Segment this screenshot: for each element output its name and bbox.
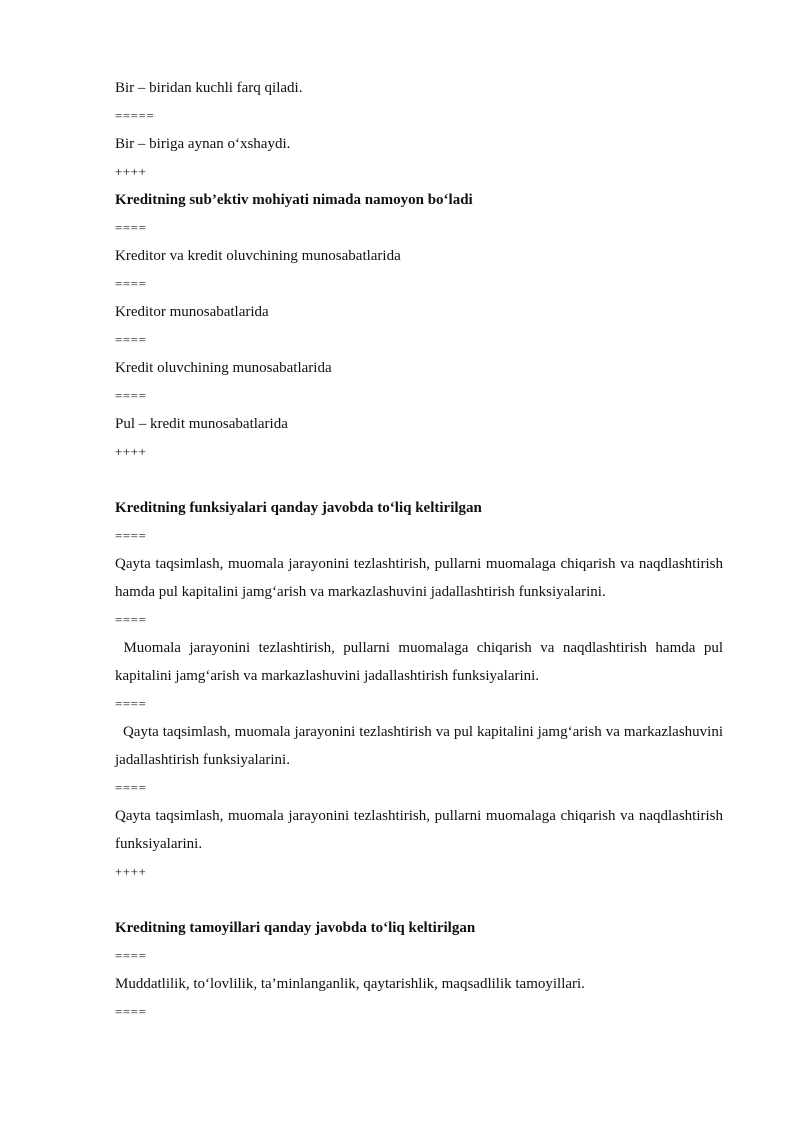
blank-line [115, 466, 723, 494]
answer-option: Qayta taqsimlash, muomala jarayonini tezlashtirish, pullarni muomalaga chiqarish va naqdlashtirish funksiyalarini. [115, 808, 727, 852]
separator: ++++ [115, 864, 147, 879]
separator: ==== [115, 696, 147, 711]
separator: ==== [115, 276, 147, 291]
question-heading: Kreditning sub’ektiv mohiyati nimada namoyon bo‘ladi [115, 192, 473, 208]
answer-option: Qayta taqsimlash, muomala jarayonini tezlashtirish, pullarni muomalaga chiqarish va naqdlashtirish hamda pul kapitalini jamg‘arish va markazlashuvini jadallashtirish funksiyalarini. [115, 556, 727, 600]
separator: ===== [115, 108, 155, 123]
answer-option: Muomala jarayonini tezlashtirish, pullarni muomalaga chiqarish va naqdlashtirish hamda pul kapitalini jamg‘arish va markazlashuvini jadallashtirish funksiyalarini. [115, 640, 727, 684]
separator: ==== [115, 1004, 147, 1019]
answer-option: Pul – kredit munosabatlarida [115, 416, 288, 432]
separator: ==== [115, 332, 147, 347]
answer-option: Kreditor munosabatlarida [115, 304, 269, 320]
answer-option: Bir – biridan kuchli farq qiladi. [115, 80, 303, 96]
answer-option: Kreditor va kredit oluvchining munosabatlarida [115, 248, 401, 264]
answer-option: Bir – biriga aynan o‘xshaydi. [115, 136, 291, 152]
answer-option: Qayta taqsimlash, muomala jarayonini tezlashtirish va pul kapitalini jamg‘arish va markazlashuvini jadallashtirish funksiyalarini. [115, 724, 727, 768]
answer-option: Kredit oluvchining munosabatlarida [115, 360, 332, 376]
answer-option: Muddatlilik, to‘lovlilik, ta’minlanganlik, qaytarishlik, maqsadlilik tamoyillari. [115, 976, 585, 992]
separator: ==== [115, 780, 147, 795]
document-page [115, 74, 727, 1026]
separator: ++++ [115, 444, 147, 459]
blank-line [115, 886, 723, 914]
separator: ==== [115, 528, 147, 543]
separator: ==== [115, 220, 147, 235]
separator: ==== [115, 612, 147, 627]
separator: ==== [115, 948, 147, 963]
question-heading: Kreditning tamoyillari qanday javobda to‘liq keltirilgan [115, 920, 476, 936]
separator: ++++ [115, 164, 147, 179]
separator: ==== [115, 388, 147, 403]
question-heading: Kreditning funksiyalari qanday javobda to‘liq keltirilgan [115, 500, 482, 516]
